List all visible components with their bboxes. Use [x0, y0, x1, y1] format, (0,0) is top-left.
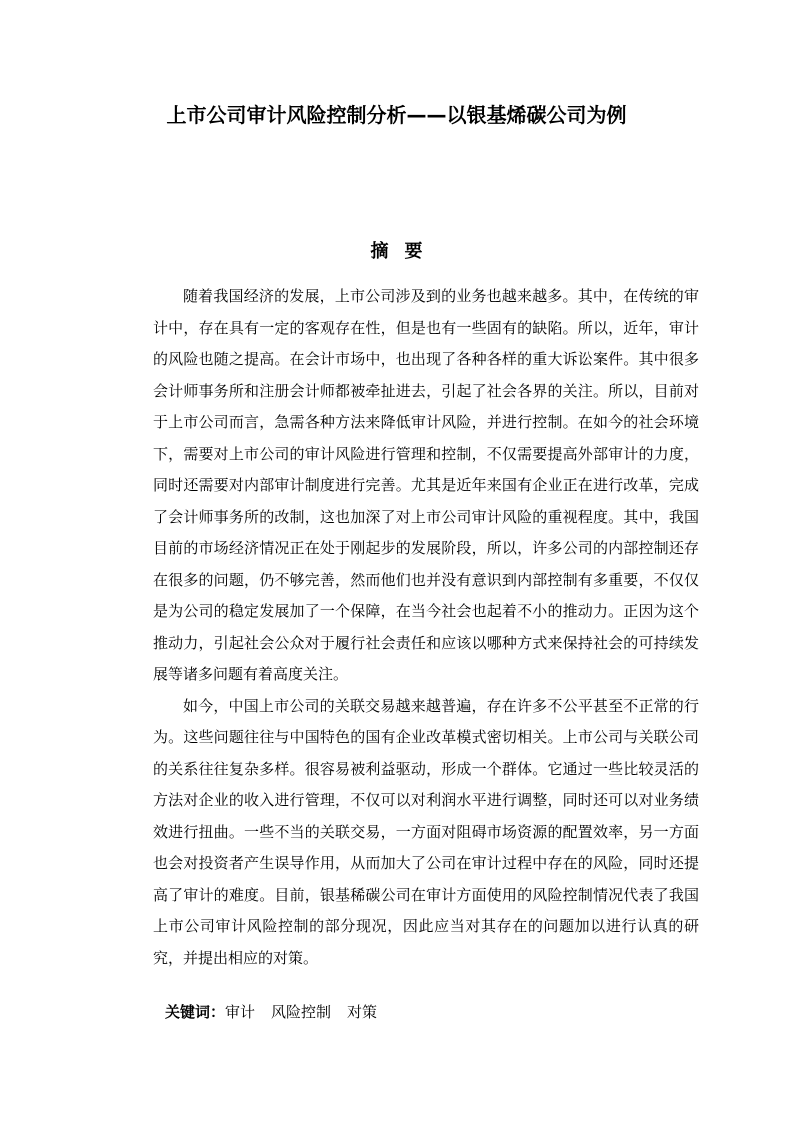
document-title: 上市公司审计风险控制分析——以银基烯碳公司为例 [166, 103, 627, 127]
abstract-body [153, 281, 699, 974]
keyword-item: 对策 [347, 1003, 378, 1021]
abstract-paragraph-2: 如今，中国上市公司的关联交易越来越普遍，存在许多不公平甚至不正常的行为。这些问题往往与中国特色的国有企业改革模式密切相关。上市公司与关联公司的关系往往复杂多样。很容易被利益驱动，形成一个群体。它通过一些比较灵活的方法对企业的收入进行管理，不仅可以对利润水平进行调整，同时还可以对业务绩效进行扭曲。一些不当的关联交易，一方面对阻碍市场资源的配置效率，另一方面也会对投资者产生误导作用，从而加大了公司在审计过程中存在的风险，同时还提高了审计的难度。目前，银基稀碳公司在审计方面使用的风险控制情况代表了我国上市公司审计风险控制的部分现况，因此应当对其存在的问题加以进行认真的研究，并提出相应的对策。 [153, 696, 699, 967]
abstract-heading-char-1: 摘 [370, 241, 389, 262]
keywords-label: 关键词： [165, 1003, 226, 1021]
keyword-item: 审计 [225, 1003, 256, 1021]
keywords-line [165, 998, 377, 1026]
abstract-heading [0, 238, 793, 266]
keyword-item: 风险控制 [271, 1003, 332, 1021]
abstract-heading-char-2: 要 [404, 241, 423, 262]
abstract-paragraph-1: 随着我国经济的发展，上市公司涉及到的业务也越来越多。其中，在传统的审计中，存在具有一定的客观存在性，但是也有一些固有的缺陷。所以，近年，审计的风险也随之提高。在会计市场中，也出现了各种各样的重大诉讼案件。其中很多会计师事务所和注册会计师都被牵扯进去，引起了社会各界的关注。所以，目前对于上市公司而言，急需各种方法来降低审计风险，并进行控制。在如今的社会环境下，需要对上市公司的审计风险进行管理和控制，不仅需要提高外部审计的力度，同时还需要对内部审计制度进行完善。尤其是近年来国有企业正在进行改革，完成了会计师事务所的改制，这也加深了对上市公司审计风险的重视程度。其中，我国目前的市场经济情况正在处于刚起步的发展阶段，所以，许多公司的内部控制还存在很多的问题，仍不够完善，然而他们也并没有意识到内部控制有多重要，不仅仅是为公司的稳定发展加了一个保障，在当今社会也起着不小的推动力。正因为这个推动力，引起社会公众对于履行社会责任和应该以哪种方式来保持社会的可持续发展等诸多问题有着高度关注。 [153, 287, 699, 683]
